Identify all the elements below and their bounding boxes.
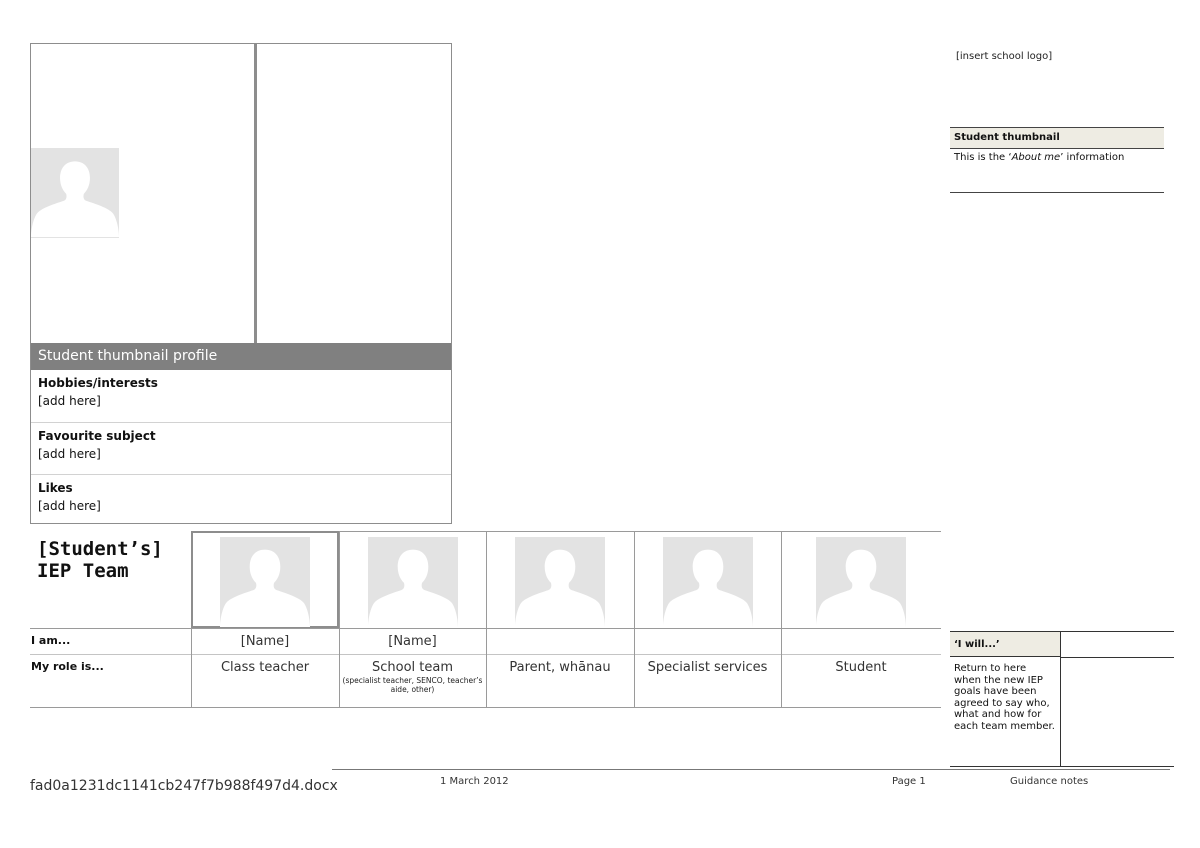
my-role-label: My role is... (31, 660, 104, 673)
hobbies-heading: Hobbies/interests (38, 376, 158, 390)
note-body-prefix: This is the ‘ (954, 152, 1012, 163)
team-member-avatar (368, 537, 458, 627)
team-member-avatar (816, 537, 906, 627)
member-role: Parent, whānau (509, 660, 611, 675)
member-role-cell (339, 660, 486, 694)
hobbies-value: [add here] (38, 394, 101, 408)
footer-file-name: fad0a1231dc1141cb247f7b988f497d4.docx (30, 778, 338, 794)
profile-row-hobbies (31, 370, 451, 414)
team-col-line (486, 531, 487, 707)
student-avatar (31, 148, 119, 238)
member-role: Student (835, 660, 887, 675)
member-name: [Name] (388, 634, 437, 649)
footer-page-number: Page 1 (892, 776, 926, 787)
iep-team-title (37, 538, 163, 582)
profile-row-likes (31, 474, 451, 519)
footer-rule (332, 769, 1170, 770)
team-col-line (634, 531, 635, 707)
member-role-detail: (specialist teacher, SENCO, teacher’s aide, other) (342, 676, 483, 694)
student-profile-card (30, 43, 452, 524)
team-title-line1: [Student’s] (37, 538, 163, 560)
i-will-heading: ‘I will...’ (950, 632, 1060, 657)
team-title-line2: IEP Team (37, 560, 129, 582)
favourite-subject-heading: Favourite subject (38, 429, 156, 443)
likes-value: [add here] (38, 499, 101, 513)
member-role: Specialist services (647, 660, 768, 675)
favourite-subject-value: [add here] (38, 447, 101, 461)
profile-row-favourite-subject (31, 422, 451, 467)
member-name: [Name] (240, 634, 290, 649)
thumbnail-guidance-note (950, 127, 1164, 193)
member-role: School team (371, 660, 453, 675)
i-will-guidance-note (950, 631, 1174, 767)
team-member-avatar (663, 537, 753, 627)
member-role: Class teacher (220, 660, 310, 675)
team-col-line (781, 531, 782, 707)
note-body-emphasis: About me (1011, 152, 1061, 163)
team-table-bottom-border (30, 707, 941, 708)
student-photo-frame (31, 44, 257, 343)
i-will-body: Return to here when the new IEP goals have been agreed to say who, what and how for each team member. (954, 663, 1055, 732)
team-member-avatar (515, 537, 605, 627)
footer-date: 1 March 2012 (440, 776, 509, 787)
school-logo-placeholder: [insert school logo] (956, 51, 1053, 62)
note-column-divider (1060, 632, 1061, 766)
thumbnail-note-body (950, 149, 1164, 167)
team-member-avatar (220, 537, 310, 627)
thumbnail-note-heading: Student thumbnail (950, 128, 1164, 149)
likes-heading: Likes (38, 481, 73, 495)
footer-guidance-label: Guidance notes (1010, 776, 1089, 787)
note-divider (1060, 657, 1174, 658)
i-am-label: I am... (31, 634, 71, 647)
note-body-suffix: ’ information (1060, 152, 1125, 163)
profile-band-title: Student thumbnail profile (31, 343, 451, 370)
